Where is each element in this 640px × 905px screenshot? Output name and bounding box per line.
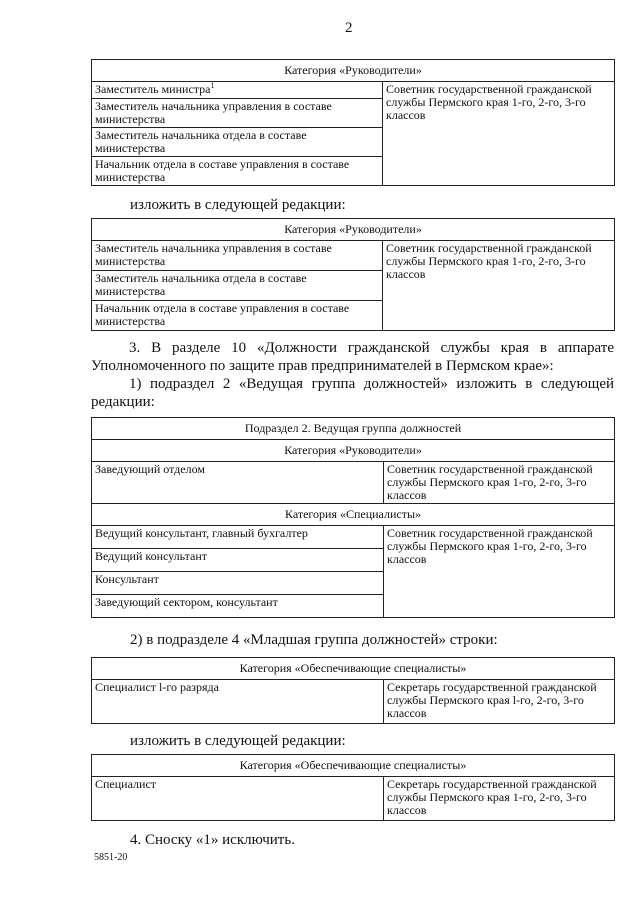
table-row (92, 82, 383, 99)
table-row: Заместитель начальника управления в составе министерства (92, 241, 383, 271)
table-row: Ведущий консультант (92, 549, 384, 572)
category-header: Категория «Руководители» (92, 440, 615, 462)
table-row: Консультант (92, 572, 384, 595)
table-header: Категория «Руководители» (92, 219, 615, 241)
row-label: Заместитель министра (95, 82, 211, 96)
footnote-mark: 1 (210, 81, 215, 90)
rank-cell: Советник государственной гражданской службы Пермского края 1-го, 2-го, 3-го классов (383, 241, 615, 331)
paragraph: изложить в следующей редакции: (130, 197, 346, 213)
table-support-old (91, 657, 615, 724)
table-support-new (91, 754, 615, 821)
table-row: Заведующий отделом (92, 462, 384, 504)
table-managers-new (91, 218, 615, 331)
table-row: Заведующий сектором, консультант (92, 595, 384, 618)
paragraph: 1) подраздел 2 «Ведущая группа должностей» изложить в следующей редакции: (91, 376, 614, 410)
rank-cell: Советник государственной гражданской службы Пермского края 1-го, 2-го, 3-го классов (383, 82, 615, 186)
table-leading-group (91, 417, 615, 618)
table-header: Категория «Руководители» (92, 60, 615, 82)
table-row: Заместитель начальника отдела в составе министерства (92, 271, 383, 301)
table-row: Ведущий консультант, главный бухгалтер (92, 526, 384, 549)
rank-cell: Советник государственной гражданской службы Пермского края 1-го, 2-го, 3-го классов (384, 526, 615, 618)
table-title: Подраздел 2. Ведущая группа должностей (92, 418, 615, 440)
rank-cell: Секретарь государственной гражданской службы Пермского края 1-го, 2-го, 3-го классов (384, 777, 615, 821)
paragraph: 3. В разделе 10 «Должности гражданской службы края в аппарате Уполномоченного по защите прав предпринимателей в Пермском крае»: (91, 340, 614, 374)
table-row: Заместитель начальника отдела в составе министерства (92, 128, 383, 157)
rank-cell: Советник государственной гражданской службы Пермского края 1-го, 2-го, 3-го классов (384, 462, 615, 504)
paragraph: 4. Сноску «1» исключить. (130, 832, 295, 848)
table-row: Специалист (92, 777, 384, 821)
page-number: 2 (345, 20, 353, 36)
category-header: Категория «Специалисты» (92, 504, 615, 526)
rank-cell: Секретарь государственной гражданской службы Пермского края l-го, 2-го, 3-го классов (384, 680, 615, 724)
table-row: Заместитель начальника управления в составе министерства (92, 99, 383, 128)
table-row: Специалист l-го разряда (92, 680, 384, 724)
table-row: Начальник отдела в составе управления в составе министерства (92, 301, 383, 331)
table-header: Категория «Обеспечивающие специалисты» (92, 755, 615, 777)
table-managers-old (91, 59, 615, 186)
table-header: Категория «Обеспечивающие специалисты» (92, 658, 615, 680)
paragraph: 2) в подразделе 4 «Младшая группа должностей» строки: (130, 632, 498, 648)
footer-code: 5851-20 (94, 852, 128, 863)
paragraph: изложить в следующей редакции: (130, 733, 346, 749)
table-row: Начальник отдела в составе управления в составе министерства (92, 157, 383, 186)
